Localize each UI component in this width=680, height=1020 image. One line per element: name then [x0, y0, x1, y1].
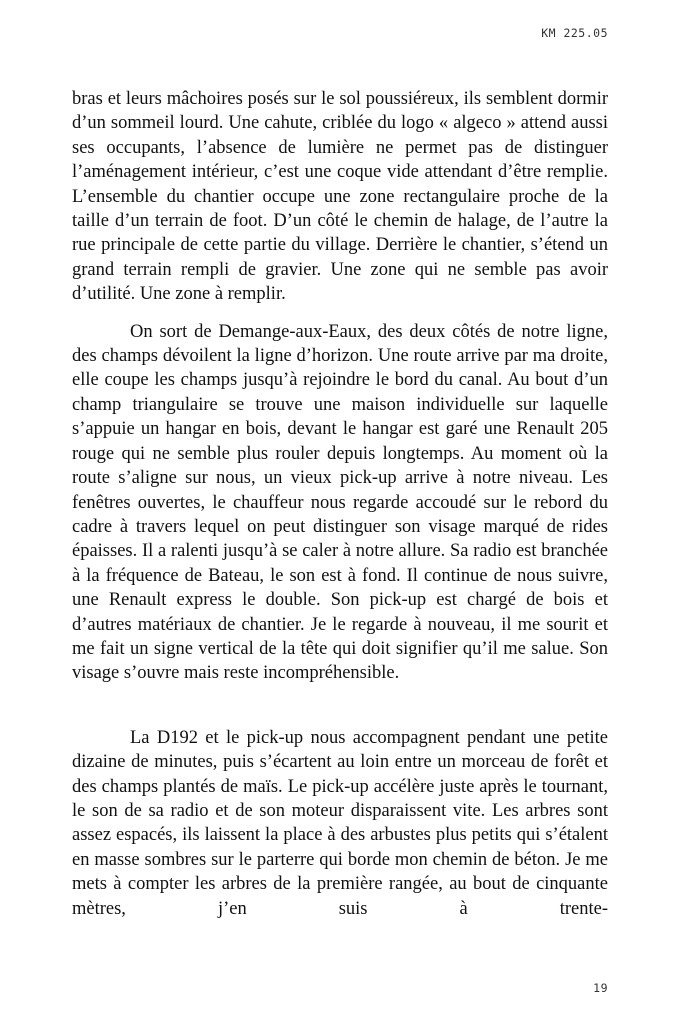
page-number: 19 [593, 981, 608, 995]
paragraph-3: La D192 et le pick-up nous accompagnent pendant une petite dizaine de minutes, puis s’écartent au loin entre un morceau de forêt et des champs plantés de maïs. Le pick-up accélère juste après le tournant, le son de sa radio et de son moteur disparaissent vite. Les arbres sont assez espacés, ils laissent la place à des arbustes plus petits qui s’étalent en masse sombres sur le parterre qui borde mon chemin de béton. Je me mets à compter les arbres de la première rangée, au bout de cinquante mètres, j’en suis à trente- [72, 727, 608, 919]
running-head: KM 225.05 [541, 26, 608, 40]
paragraph-1: bras et leurs mâchoires posés sur le sol poussiéreux, ils semblent dormir d’un sommeil lourd. Une cahute, criblée du logo « algeco » attend aussi ses occupants, l’absence de lumière ne permet pas de distinguer l’aménagement intérieur, c’est une coque vide attendant d’être remplie. L’ensemble du chantier occupe une zone rectangulaire proche de la taille d’un terrain de foot. D’un côté le chemin de halage, de l’autre la rue principale de cette partie du village. Derrière le chantier, s’étend un grand terrain rempli de gravier. Une zone qui ne semble pas avoir d’utilité. Une zone à remplir. [72, 89, 608, 305]
body-text [72, 87, 608, 921]
paragraph-2: On sort de Demange-aux-Eaux, des deux côtés de notre ligne, des champs dévoilent la ligne d’horizon. Une route arrive par ma droite, elle coupe les champs jusqu’à rejoindre le bord du canal. Au bout d’un champ triangulaire se trouve une maison individuelle sur laquelle s’appuie un hangar en bois, devant le hangar est garé une Renault 205 rouge qui ne semble plus rouler depuis longtemps. Au moment où la route s’aligne sur nous, un vieux pick-up arrive à notre niveau. Les fenêtres ouvertes, le chauffeur nous regarde accoudé sur le rebord du cadre à travers lequel on peut distinguer son visage marqué de rides épaisses. Il a ralenti jusqu’à se caler à notre allure. Sa radio est branchée à la fréquence de Bateau, le son est à fond. Il continue de nous suivre, une Renault express le double. Son pick-up est chargé de bois et d’autres matériaux de chantier. Je le regarde à nouveau, il me sourit et me fait un signe vertical de la tête qui doit signifier qu’il me salue. Son visage s’ouvre mais reste incompréhensible. [72, 321, 608, 684]
